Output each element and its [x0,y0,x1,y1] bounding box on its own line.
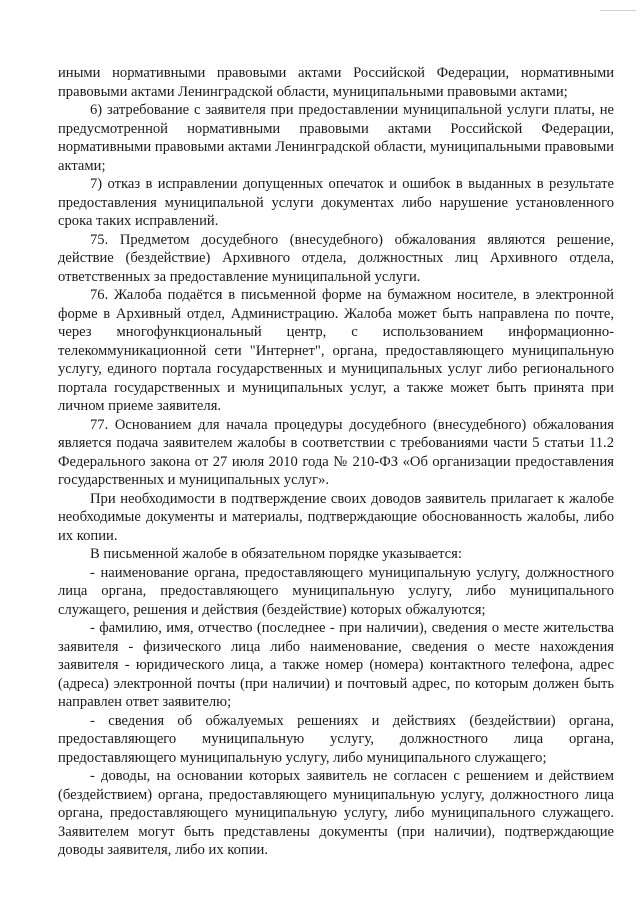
paragraph-77: 77. Основанием для начала процедуры досудебного (внесудебного) обжалования является подача заявителем жалобы в соответствии с требованиями части 5 статьи 11.2 Федерального закона от 27 июля 2010 года № 210-ФЗ «Об организации предоставления государственных и муниципальных услуг». [58,416,614,488]
paragraph-item-6: 6) затребование с заявителя при предоставлении муниципальной услуги платы, не предусмотренной нормативными правовыми актами Российской Федерации, нормативными правовыми актами Ленинградской области, муниципальными правовыми актами; [58,102,614,174]
paragraph-attachments: При необходимости в подтверждение своих доводов заявитель прилагает к жалобе необходимые документы и материалы, подтверждающие обоснованность жалобы, либо их копии. [58,490,614,544]
paragraph-75: 75. Предметом досудебного (внесудебного) обжалования являются решение, действие (бездействие) Архивного отдела, должностных лиц Архивного отдела, ответственных за предоставление муниципальной услуги. [58,231,614,285]
paragraph-continuation: иными нормативными правовыми актами Российской Федерации, нормативными правовыми актами Ленинградской области, муниципальными правовыми актами; [58,65,614,100]
list-item-applicant-info: - фамилию, имя, отчество (последнее - при наличии), сведения о месте жительства заявителя - физического лица либо наименование, сведения о месте нахождения заявителя - юридического лица, а также номер (номера) контактного телефона, адрес (адреса) электронной почты (при наличии) и почтовый адрес, по которым должен быть направлен ответ заявителю; [58,620,614,710]
list-item-appealed-decisions: - сведения об обжалуемых решениях и действиях (бездействии) органа, предоставляющего муниципальную услугу, должностного лица органа, предоставляющего муниципальную услугу, либо муниципального служащего; [58,712,614,766]
paragraph-requirements-intro: В письменной жалобе в обязательном порядке указывается: [90,546,462,562]
document-page [58,64,614,860]
scan-edge-mark [600,0,636,11]
list-item-arguments: - доводы, на основании которых заявитель не согласен с решением и действием (бездействием) органа, предоставляющего муниципальную услугу, должностного лица органа, предоставляющего муниципальную услугу, либо муниципального служащего. Заявителем могут быть представлены документы (при наличии), подтверждающие доводы заявителя, либо их копии. [58,768,614,858]
list-item-organ-name: - наименование органа, предоставляющего муниципальную услугу, должностного лица органа, предоставляющего муниципальную услугу, либо муниципального служащего, решения и действия (бездействие) которых обжалуются; [58,564,614,618]
paragraph-76: 76. Жалоба подаётся в письменной форме на бумажном носителе, в электронной форме в Архивный отдел, Администрацию. Жалоба может быть направлена по почте, через многофункциональный центр, с использованием информационно-телекоммуникационной сети "Интернет", органа, предоставляющего муниципальную услугу, единого портала государственных и муниципальных услуг либо регионального портала государственных и муниципальных услуг, а также может быть принята при личном приеме заявителя. [58,287,614,414]
paragraph-item-7: 7) отказ в исправлении допущенных опечаток и ошибок в выданных в результате предоставления муниципальной услуги документах либо нарушение установленного срока таких исправлений. [58,176,614,229]
